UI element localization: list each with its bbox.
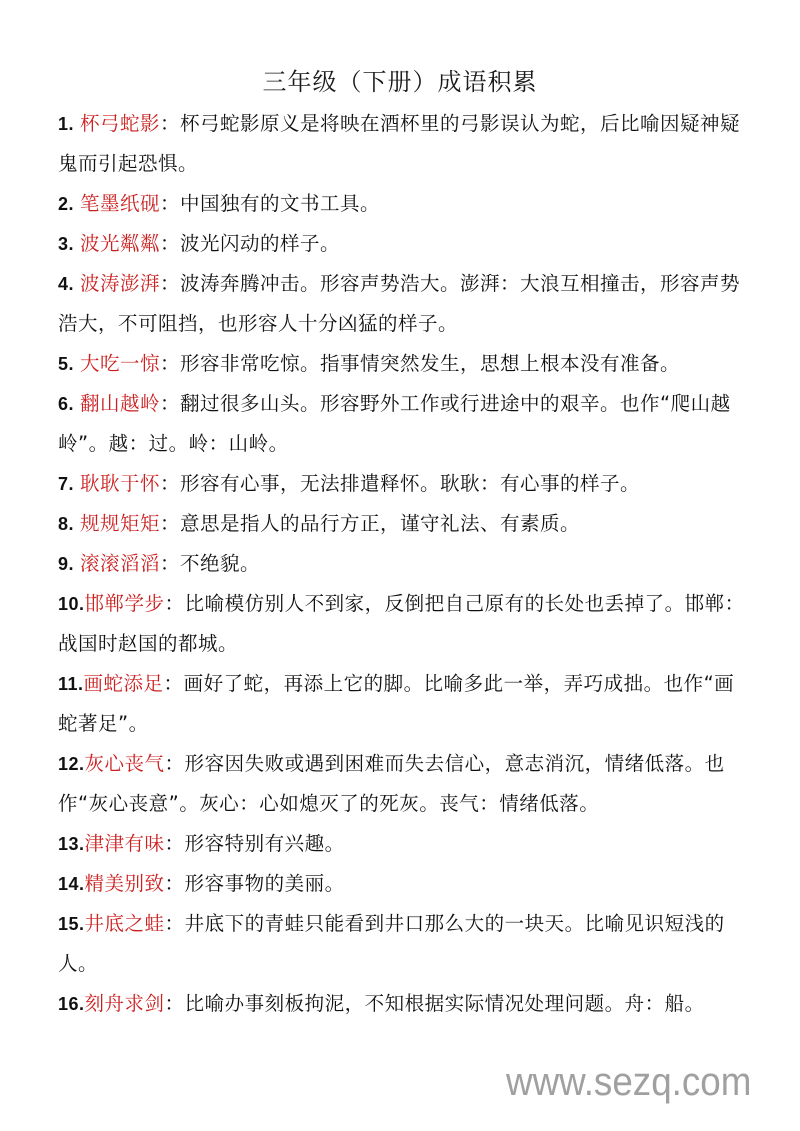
separator: ： (160, 392, 181, 415)
idiom-definition: 翻过很多山头。形容野外工作或行进途中的艰辛。也作“爬山越岭”。越：过。岭：山岭。 (58, 392, 731, 455)
idiom-entry (58, 584, 748, 664)
idiom-term: 井底之蛙 (84, 912, 165, 935)
idiom-definition: 形容有心事，无法排遣释怀。耿耿：有心事的样子。 (180, 472, 641, 495)
watermark: www.sezq.com (506, 1060, 752, 1104)
idiom-term: 翻山越岭 (80, 392, 161, 415)
idiom-entry (58, 984, 748, 1024)
entry-number: 11. (58, 674, 84, 694)
separator: ： (164, 992, 185, 1015)
separator: ： (160, 552, 181, 575)
idiom-entry (58, 504, 748, 544)
idiom-entry (58, 384, 748, 464)
idiom-entry (58, 864, 748, 904)
idiom-term: 灰心丧气 (84, 752, 165, 775)
idiom-term: 波光粼粼 (80, 232, 161, 255)
separator: ： (164, 752, 185, 775)
separator: ： (160, 232, 181, 255)
idiom-term: 大吃一惊 (80, 352, 161, 375)
idiom-definition: 形容特别有兴趣。 (184, 832, 345, 855)
entry-number: 7. (58, 474, 75, 494)
entry-number: 15. (58, 914, 85, 934)
idiom-definition: 比喻模仿别人不到家，反倒把自己原有的长处也丢掉了。邯郸：战国时赵国的都城。 (58, 592, 745, 655)
idiom-term: 笔墨纸砚 (80, 192, 161, 215)
entry-number: 8. (58, 514, 75, 534)
idiom-definition: 比喻办事刻板拘泥，不知根据实际情况处理问题。舟：船。 (184, 992, 705, 1015)
idiom-entry (58, 744, 748, 824)
entry-number: 9. (58, 554, 75, 574)
entry-number: 3. (58, 234, 75, 254)
separator: ： (163, 672, 184, 695)
idiom-list (58, 104, 748, 1024)
separator: ： (160, 352, 181, 375)
idiom-entry (58, 224, 748, 264)
idiom-entry (58, 664, 748, 744)
entry-number: 1. (58, 114, 75, 134)
separator: ： (160, 472, 181, 495)
separator: ： (160, 272, 181, 295)
separator: ： (160, 192, 181, 215)
idiom-definition: 形容因失败或遇到困难而失去信心，意志消沉，情绪低落。也作“灰心丧意”。灰心：心如熄灭了的死灰。丧气：情绪低落。 (58, 752, 725, 815)
page-title: 三年级（下册）成语积累 (262, 68, 538, 96)
idiom-term: 波涛澎湃 (80, 272, 161, 295)
separator: ： (160, 512, 181, 535)
entry-number: 13. (58, 834, 85, 854)
idiom-definition: 杯弓蛇影原义是将映在酒杯里的弓影误认为蛇，后比喻因疑神疑鬼而引起恐惧。 (58, 112, 741, 175)
separator: ： (164, 872, 185, 895)
idiom-definition: 井底下的青蛙只能看到井口那么大的一块天。比喻见识短浅的人。 (58, 912, 725, 975)
idiom-definition: 中国独有的文书工具。 (180, 192, 381, 215)
separator: ： (164, 912, 185, 935)
idiom-definition: 波涛奔腾冲击。形容声势浩大。澎湃：大浪互相撞击，形容声势浩大，不可阻挡，也形容人十分凶猛的样子。 (58, 272, 741, 335)
idiom-definition: 形容非常吃惊。指事情突然发生，思想上根本没有准备。 (180, 352, 681, 375)
idiom-entry (58, 824, 748, 864)
idiom-term: 画蛇添足 (83, 672, 164, 695)
idiom-definition: 画好了蛇，再添上它的脚。比喻多此一举，弄巧成拙。也作“画蛇著足”。 (58, 672, 735, 735)
entry-number: 4. (58, 274, 75, 294)
idiom-entry (58, 344, 748, 384)
idiom-definition: 波光闪动的样子。 (180, 232, 341, 255)
idiom-term: 规规矩矩 (80, 512, 161, 535)
entry-number: 10. (58, 594, 85, 614)
entry-number: 16. (58, 994, 85, 1014)
idiom-entry (58, 184, 748, 224)
idiom-entry (58, 104, 748, 184)
idiom-term: 杯弓蛇影 (80, 112, 161, 135)
idiom-definition: 意思是指人的品行方正，谨守礼法、有素质。 (180, 512, 581, 535)
entry-number: 5. (58, 354, 75, 374)
idiom-definition: 不绝貌。 (180, 552, 261, 575)
separator: ： (164, 592, 185, 615)
idiom-definition: 形容事物的美丽。 (184, 872, 345, 895)
idiom-term: 邯郸学步 (84, 592, 165, 615)
idiom-entry (58, 544, 748, 584)
idiom-term: 津津有味 (84, 832, 165, 855)
idiom-term: 耿耿于怀 (80, 472, 161, 495)
entry-number: 12. (58, 754, 85, 774)
entry-number: 14. (58, 874, 85, 894)
idiom-term: 精美别致 (84, 872, 165, 895)
separator: ： (160, 112, 181, 135)
idiom-entry (58, 904, 748, 984)
entry-number: 2. (58, 194, 75, 214)
entry-number: 6. (58, 394, 75, 414)
idiom-entry (58, 264, 748, 344)
idiom-term: 刻舟求剑 (84, 992, 165, 1015)
separator: ： (164, 832, 185, 855)
idiom-term: 滚滚滔滔 (80, 552, 161, 575)
idiom-entry (58, 464, 748, 504)
